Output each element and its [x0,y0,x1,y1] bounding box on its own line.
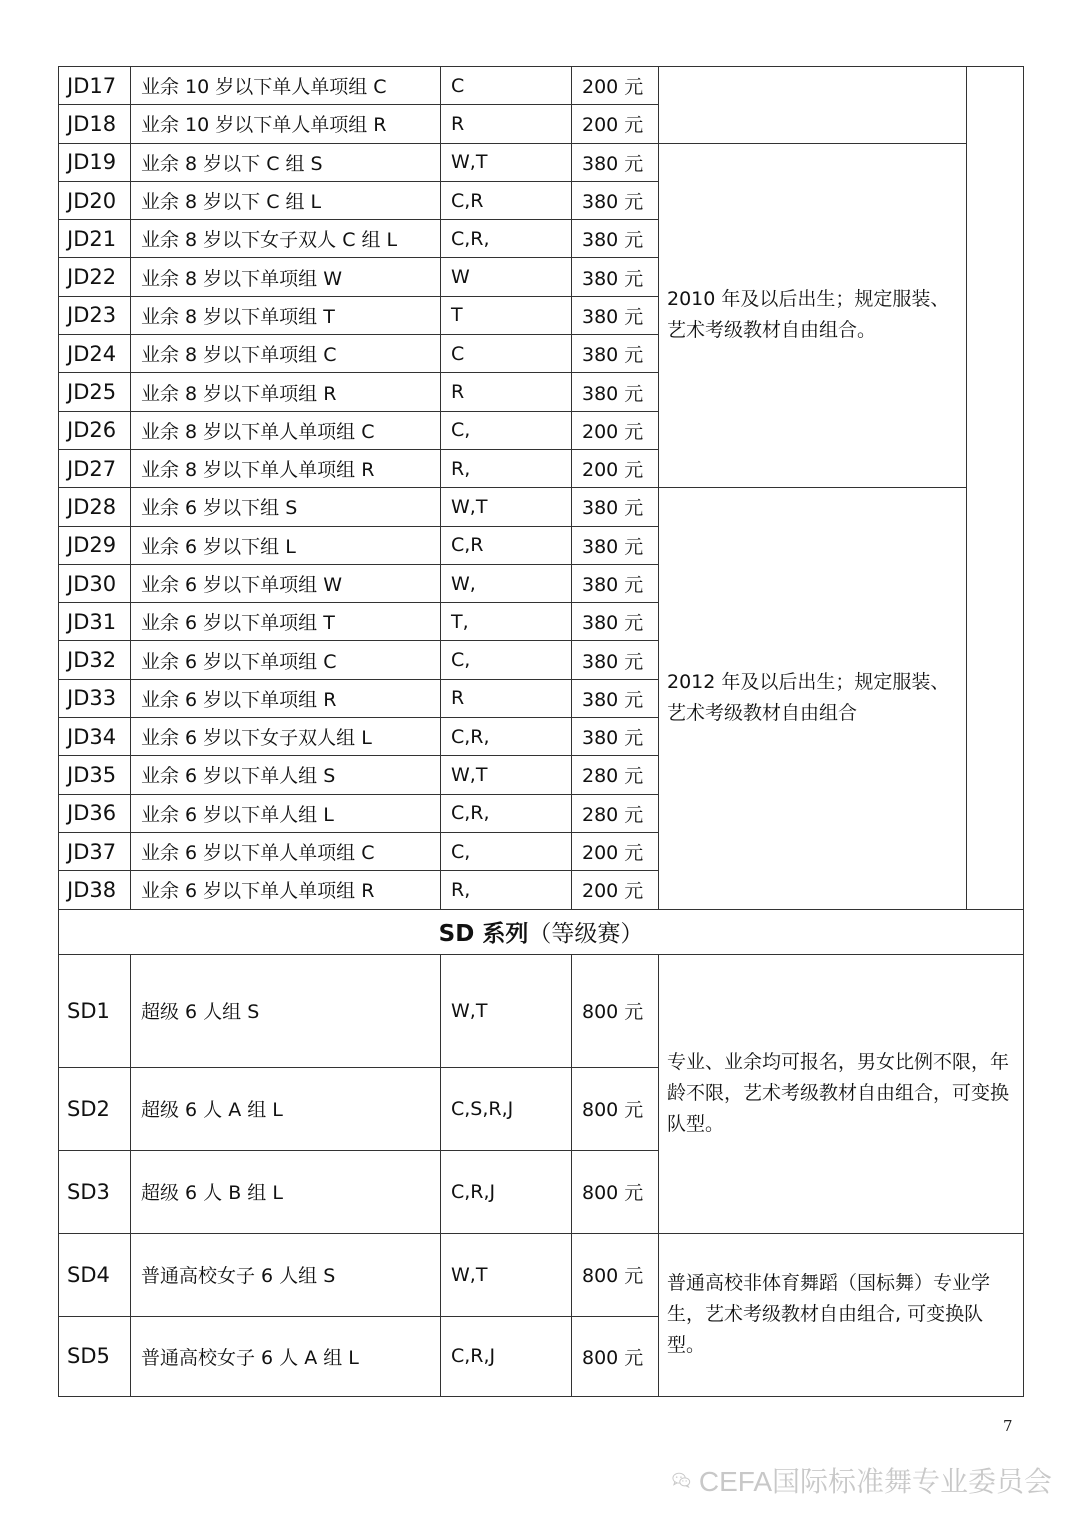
event-name: 业余 6 岁以下单项组 W [131,564,441,602]
event-fee: 380 元 [572,679,659,717]
event-name: 超级 6 人组 S [131,954,441,1067]
event-dances: C,R [441,181,572,219]
event-code: JD26 [59,411,131,449]
event-dances: R, [441,449,572,487]
section-title [59,909,1024,954]
event-fee: 800 元 [572,1233,659,1316]
event-code: JD27 [59,449,131,487]
event-name: 业余 8 岁以下 C 组 L [131,181,441,219]
event-name: 普通高校女子 6 人 A 组 L [131,1316,441,1396]
event-dances: C [441,335,572,373]
event-code: JD22 [59,258,131,296]
event-fee: 380 元 [572,564,659,602]
event-fee: 200 元 [572,832,659,870]
event-code: JD23 [59,296,131,334]
event-fee: 380 元 [572,220,659,258]
event-dances: C, [441,411,572,449]
event-dances: C,R,J [441,1316,572,1396]
event-dances: W, [441,564,572,602]
notes-cell: 专业、业余均可报名，男女比例不限，年龄不限，艺术考级教材自由组合，可变换队型。 [659,954,1024,1233]
event-name: 超级 6 人 A 组 L [131,1067,441,1150]
event-name: 业余 8 岁以下 C 组 S [131,143,441,181]
notes-cell: 2012 年及以后出生；规定服装、艺术考级教材自由组合 [659,488,967,909]
event-name: 业余 6 岁以下单人组 L [131,794,441,832]
extra-cell [967,67,1024,910]
event-dances: C,R, [441,794,572,832]
table-row [59,488,1024,526]
event-dances: R [441,105,572,143]
event-code: SD1 [59,954,131,1067]
event-code: JD32 [59,641,131,679]
event-name: 业余 8 岁以下单人单项组 R [131,449,441,487]
event-name: 普通高校女子 6 人组 S [131,1233,441,1316]
event-name: 业余 6 岁以下单项组 R [131,679,441,717]
wechat-icon [672,1463,691,1497]
event-fee: 380 元 [572,258,659,296]
table-row [59,67,1024,105]
watermark-text: CEFA国际标准舞专业委员会 [698,1466,1052,1497]
page-number: 7 [1003,1417,1013,1435]
event-code: JD31 [59,603,131,641]
event-name: 业余 6 岁以下单项组 C [131,641,441,679]
event-code: SD3 [59,1150,131,1233]
event-code: JD35 [59,756,131,794]
event-dances: W,T [441,143,572,181]
event-fee: 380 元 [572,488,659,526]
event-code: SD5 [59,1316,131,1396]
event-code: JD30 [59,564,131,602]
event-code: JD29 [59,526,131,564]
event-code: JD38 [59,871,131,909]
event-dances: R [441,373,572,411]
event-fee: 200 元 [572,105,659,143]
event-name: 业余 8 岁以下女子双人 C 组 L [131,220,441,258]
event-code: JD34 [59,718,131,756]
notes-cell: 2010 年及以后出生；规定服装、艺术考级教材自由组合。 [659,143,967,488]
event-code: JD17 [59,67,131,105]
event-dances: R, [441,871,572,909]
watermark [672,1460,1052,1500]
event-dances: C,R [441,526,572,564]
table-row [59,1233,1024,1316]
event-dances: C, [441,832,572,870]
event-fee: 380 元 [572,335,659,373]
event-name: 业余 6 岁以下单项组 T [131,603,441,641]
event-code: JD20 [59,181,131,219]
event-fee: 380 元 [572,181,659,219]
competition-table [58,66,1024,1397]
event-dances: W,T [441,756,572,794]
event-fee: 200 元 [572,871,659,909]
event-fee: 380 元 [572,373,659,411]
event-code: JD19 [59,143,131,181]
event-fee: 800 元 [572,1316,659,1396]
event-dances: T [441,296,572,334]
event-name: 业余 6 岁以下单人组 S [131,756,441,794]
event-dances: C,R, [441,718,572,756]
event-fee: 280 元 [572,756,659,794]
event-name: 超级 6 人 B 组 L [131,1150,441,1233]
event-code: JD28 [59,488,131,526]
event-fee: 800 元 [572,1150,659,1233]
section-title-sub: （等级赛） [528,921,644,948]
event-name: 业余 8 岁以下单项组 R [131,373,441,411]
event-fee: 380 元 [572,718,659,756]
event-name: 业余 10 岁以下单人单项组 C [131,67,441,105]
event-name: 业余 8 岁以下单项组 W [131,258,441,296]
event-name: 业余 6 岁以下单人单项组 R [131,871,441,909]
event-dances: C,R,J [441,1150,572,1233]
event-dances: W,T [441,488,572,526]
sd-table-body [59,954,1024,1396]
event-name: 业余 6 岁以下组 S [131,488,441,526]
event-dances: C,S,R,J [441,1067,572,1150]
event-fee: 800 元 [572,1067,659,1150]
event-fee: 200 元 [572,67,659,105]
event-code: SD4 [59,1233,131,1316]
event-dances: C,R, [441,220,572,258]
notes-cell: 普通高校非体育舞蹈（国标舞）专业学生，艺术考级教材自由组合, 可变换队型。 [659,1233,1024,1396]
event-dances: W,T [441,954,572,1067]
event-fee: 380 元 [572,526,659,564]
event-name: 业余 8 岁以下单项组 T [131,296,441,334]
event-dances: R [441,679,572,717]
event-fee: 800 元 [572,954,659,1067]
event-code: JD25 [59,373,131,411]
event-code: JD24 [59,335,131,373]
table-row [59,143,1024,181]
event-name: 业余 6 岁以下单人单项组 C [131,832,441,870]
sd-section-header [59,909,1024,954]
event-dances: W,T [441,1233,572,1316]
event-name: 业余 10 岁以下单人单项组 R [131,105,441,143]
event-dances: C [441,67,572,105]
event-code: JD18 [59,105,131,143]
event-dances: T, [441,603,572,641]
event-fee: 380 元 [572,603,659,641]
section-title-main: SD 系列 [438,921,529,948]
event-code: JD21 [59,220,131,258]
event-fee: 200 元 [572,411,659,449]
table-row [59,954,1024,1067]
event-fee: 380 元 [572,143,659,181]
event-name: 业余 8 岁以下单项组 C [131,335,441,373]
notes-cell-empty [659,67,967,144]
event-dances: C, [441,641,572,679]
event-code: JD33 [59,679,131,717]
event-dances: W [441,258,572,296]
event-fee: 200 元 [572,449,659,487]
event-code: JD36 [59,794,131,832]
event-name: 业余 8 岁以下单人单项组 C [131,411,441,449]
event-name: 业余 6 岁以下女子双人组 L [131,718,441,756]
event-fee: 380 元 [572,641,659,679]
event-code: SD2 [59,1067,131,1150]
event-code: JD37 [59,832,131,870]
event-fee: 380 元 [572,296,659,334]
event-name: 业余 6 岁以下组 L [131,526,441,564]
jd-table-body [59,67,1024,910]
event-fee: 280 元 [572,794,659,832]
